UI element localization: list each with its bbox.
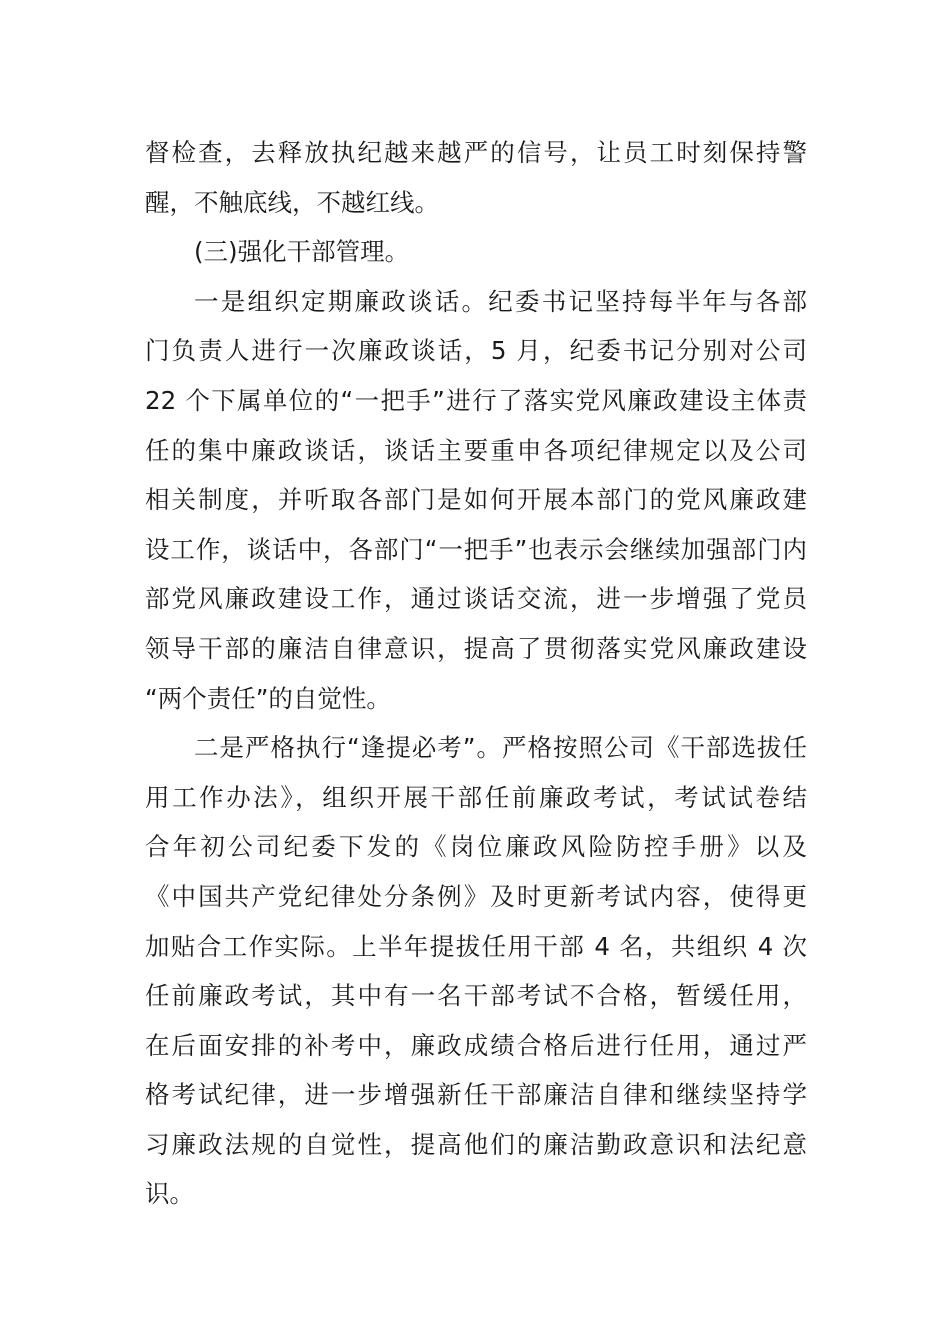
text-line-19: 在后面安排的补考中，廉政成绩合格后进行任用，通过严 (145, 1030, 807, 1060)
text-line-5: 门负责人进行一次廉政谈话，5 月，纪委书记分别对公司 (145, 336, 807, 366)
text-line-7: 任的集中廉政谈话，谈话主要重申各项纪律规定以及公司 (145, 435, 807, 465)
text-line-20: 格考试纪律，进一步增强新任干部廉洁自律和继续坚持学 (145, 1080, 807, 1110)
text-line-6: 22 个下属单位的“一把手”进行了落实党风廉政建设主体责 (145, 385, 807, 415)
text-line-10: 部党风廉政建设工作，通过谈话交流，进一步增强了党员 (145, 584, 807, 614)
text-line-18: 任前廉政考试，其中有一名干部考试不合格，暂缓任用， (145, 981, 807, 1011)
text-line-12: “两个责任”的自觉性。 (145, 683, 391, 713)
text-line-15: 合年初公司纪委下发的《岗位廉政风险防控手册》以及 (145, 832, 807, 862)
text-line-22: 识。 (145, 1179, 194, 1209)
text-line-21: 习廉政法规的自觉性，提高他们的廉洁勤政意识和法纪意 (145, 1129, 807, 1159)
text-line-2: 醒，不触底线，不越红线。 (145, 187, 439, 217)
text-line-16: 《中国共产党纪律处分条例》及时更新考试内容，使得更 (145, 881, 807, 911)
text-line-4: 一是组织定期廉政谈话。纪委书记坚持每半年与各部 (194, 286, 807, 316)
text-line-17: 加贴合工作实际。上半年提拔任用干部 4 名，共组织 4 次 (145, 931, 807, 961)
text-line-14: 用工作办法》，组织开展干部任前廉政考试，考试试卷结 (145, 782, 807, 812)
document-body (145, 128, 807, 1219)
text-line-13: 二是严格执行“逢提必考”。严格按照公司《干部选拔任 (194, 733, 807, 763)
section-heading: (三)强化干部管理。 (194, 237, 410, 267)
text-line-9: 设工作，谈话中，各部门“一把手”也表示会继续加强部门内 (145, 534, 807, 564)
text-line-8: 相关制度，并听取各部门是如何开展本部门的党风廉政建 (145, 485, 807, 515)
text-line-11: 领导干部的廉洁自律意识，提高了贯彻落实党风廉政建设 (145, 633, 807, 663)
text-line-1: 督检查，去释放执纪越来越严的信号，让员工时刻保持警 (145, 138, 807, 167)
